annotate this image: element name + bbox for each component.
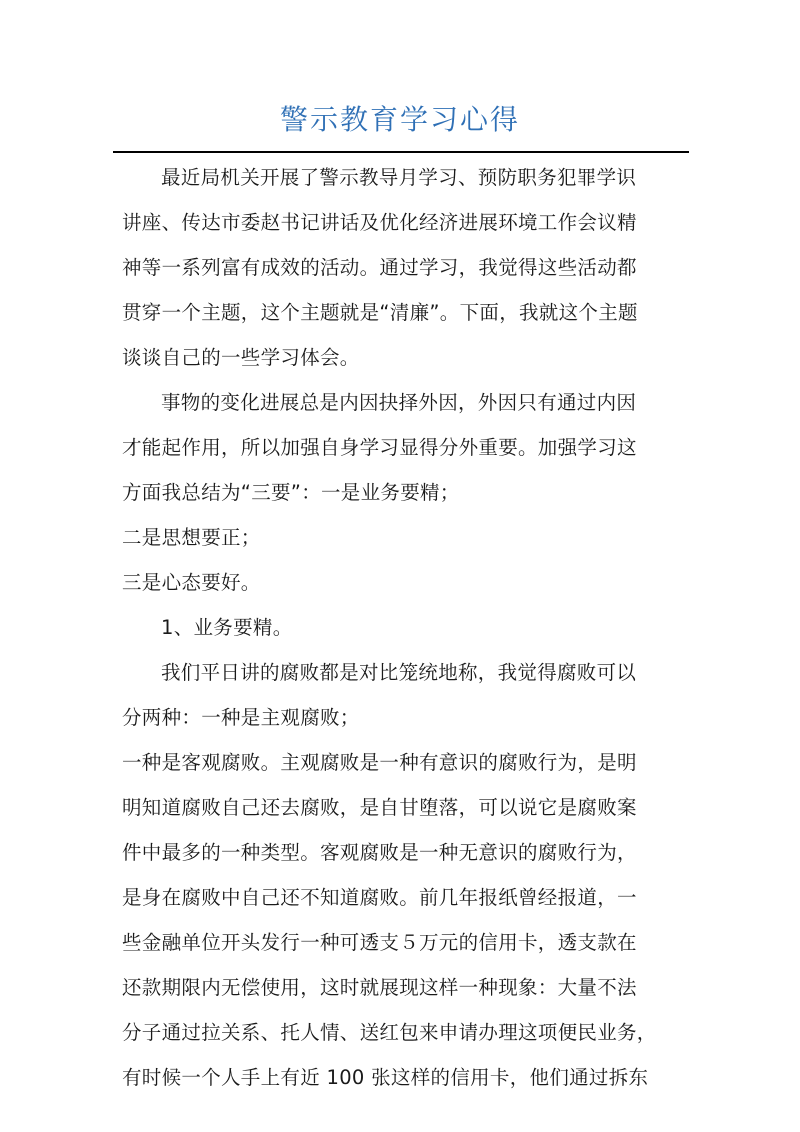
paragraph-line: 有时候一个人手上有近 100 张这样的信用卡，他们通过拆东 (122, 1066, 649, 1089)
paragraph-line: 二是思想要正； (122, 526, 261, 549)
title-underline (113, 151, 689, 153)
paragraph-line: 明知道腐败自己还去腐败，是自甘堕落，可以说它是腐败案 (122, 796, 637, 819)
paragraph-line: 神等一系列富有成效的活动。通过学习，我觉得这些活动都 (122, 256, 637, 279)
paragraph-line: 事物的变化进展总是内因抉择外因，外因只有通过内因 (161, 391, 637, 414)
paragraph-line: 最近局机关开展了警示教导月学习、预防职务犯罪学识 (161, 166, 637, 189)
paragraph-line: 还款期限内无偿使用，这时就展现这样一种现象：大量不法 (122, 976, 637, 999)
paragraph-line: 讲座、传达市委赵书记讲话及优化经济进展环境工作会议精 (122, 211, 637, 234)
paragraph-line: 才能起作用，所以加强自身学习显得分外重要。加强学习这 (122, 436, 637, 459)
paragraph-line: 是身在腐败中自己还不知道腐败。前几年报纸曾经报道，一 (122, 886, 637, 909)
paragraph-line: 件中最多的一种类型。客观腐败是一种无意识的腐败行为， (122, 841, 637, 864)
paragraph-line: 我们平日讲的腐败都是对比笼统地称，我觉得腐败可以 (161, 661, 637, 684)
paragraph-line: 谈谈自己的一些学习体会。 (122, 346, 360, 369)
document-body (122, 155, 687, 1100)
paragraph-line: 分子通过拉关系、托人情、送红包来申请办理这项便民业务， (122, 1021, 657, 1044)
paragraph-line: 分两种：一种是主观腐败； (122, 706, 360, 729)
paragraph-line: 贯穿一个主题，这个主题就是“清廉”。下面，我就这个主题 (122, 301, 638, 324)
document-title: 警示教育学习心得 (279, 103, 520, 136)
paragraph-line: 些金融单位开头发行一种可透支５万元的信用卡，透支款在 (122, 931, 637, 954)
paragraph-line: 一种是客观腐败。主观腐败是一种有意识的腐败行为，是明 (122, 751, 637, 774)
section-heading: 1、业务要精。 (161, 616, 293, 639)
paragraph-line: 方面我总结为“三要”：一是业务要精； (122, 481, 460, 504)
paragraph-line: 三是心态要好。 (122, 571, 261, 594)
